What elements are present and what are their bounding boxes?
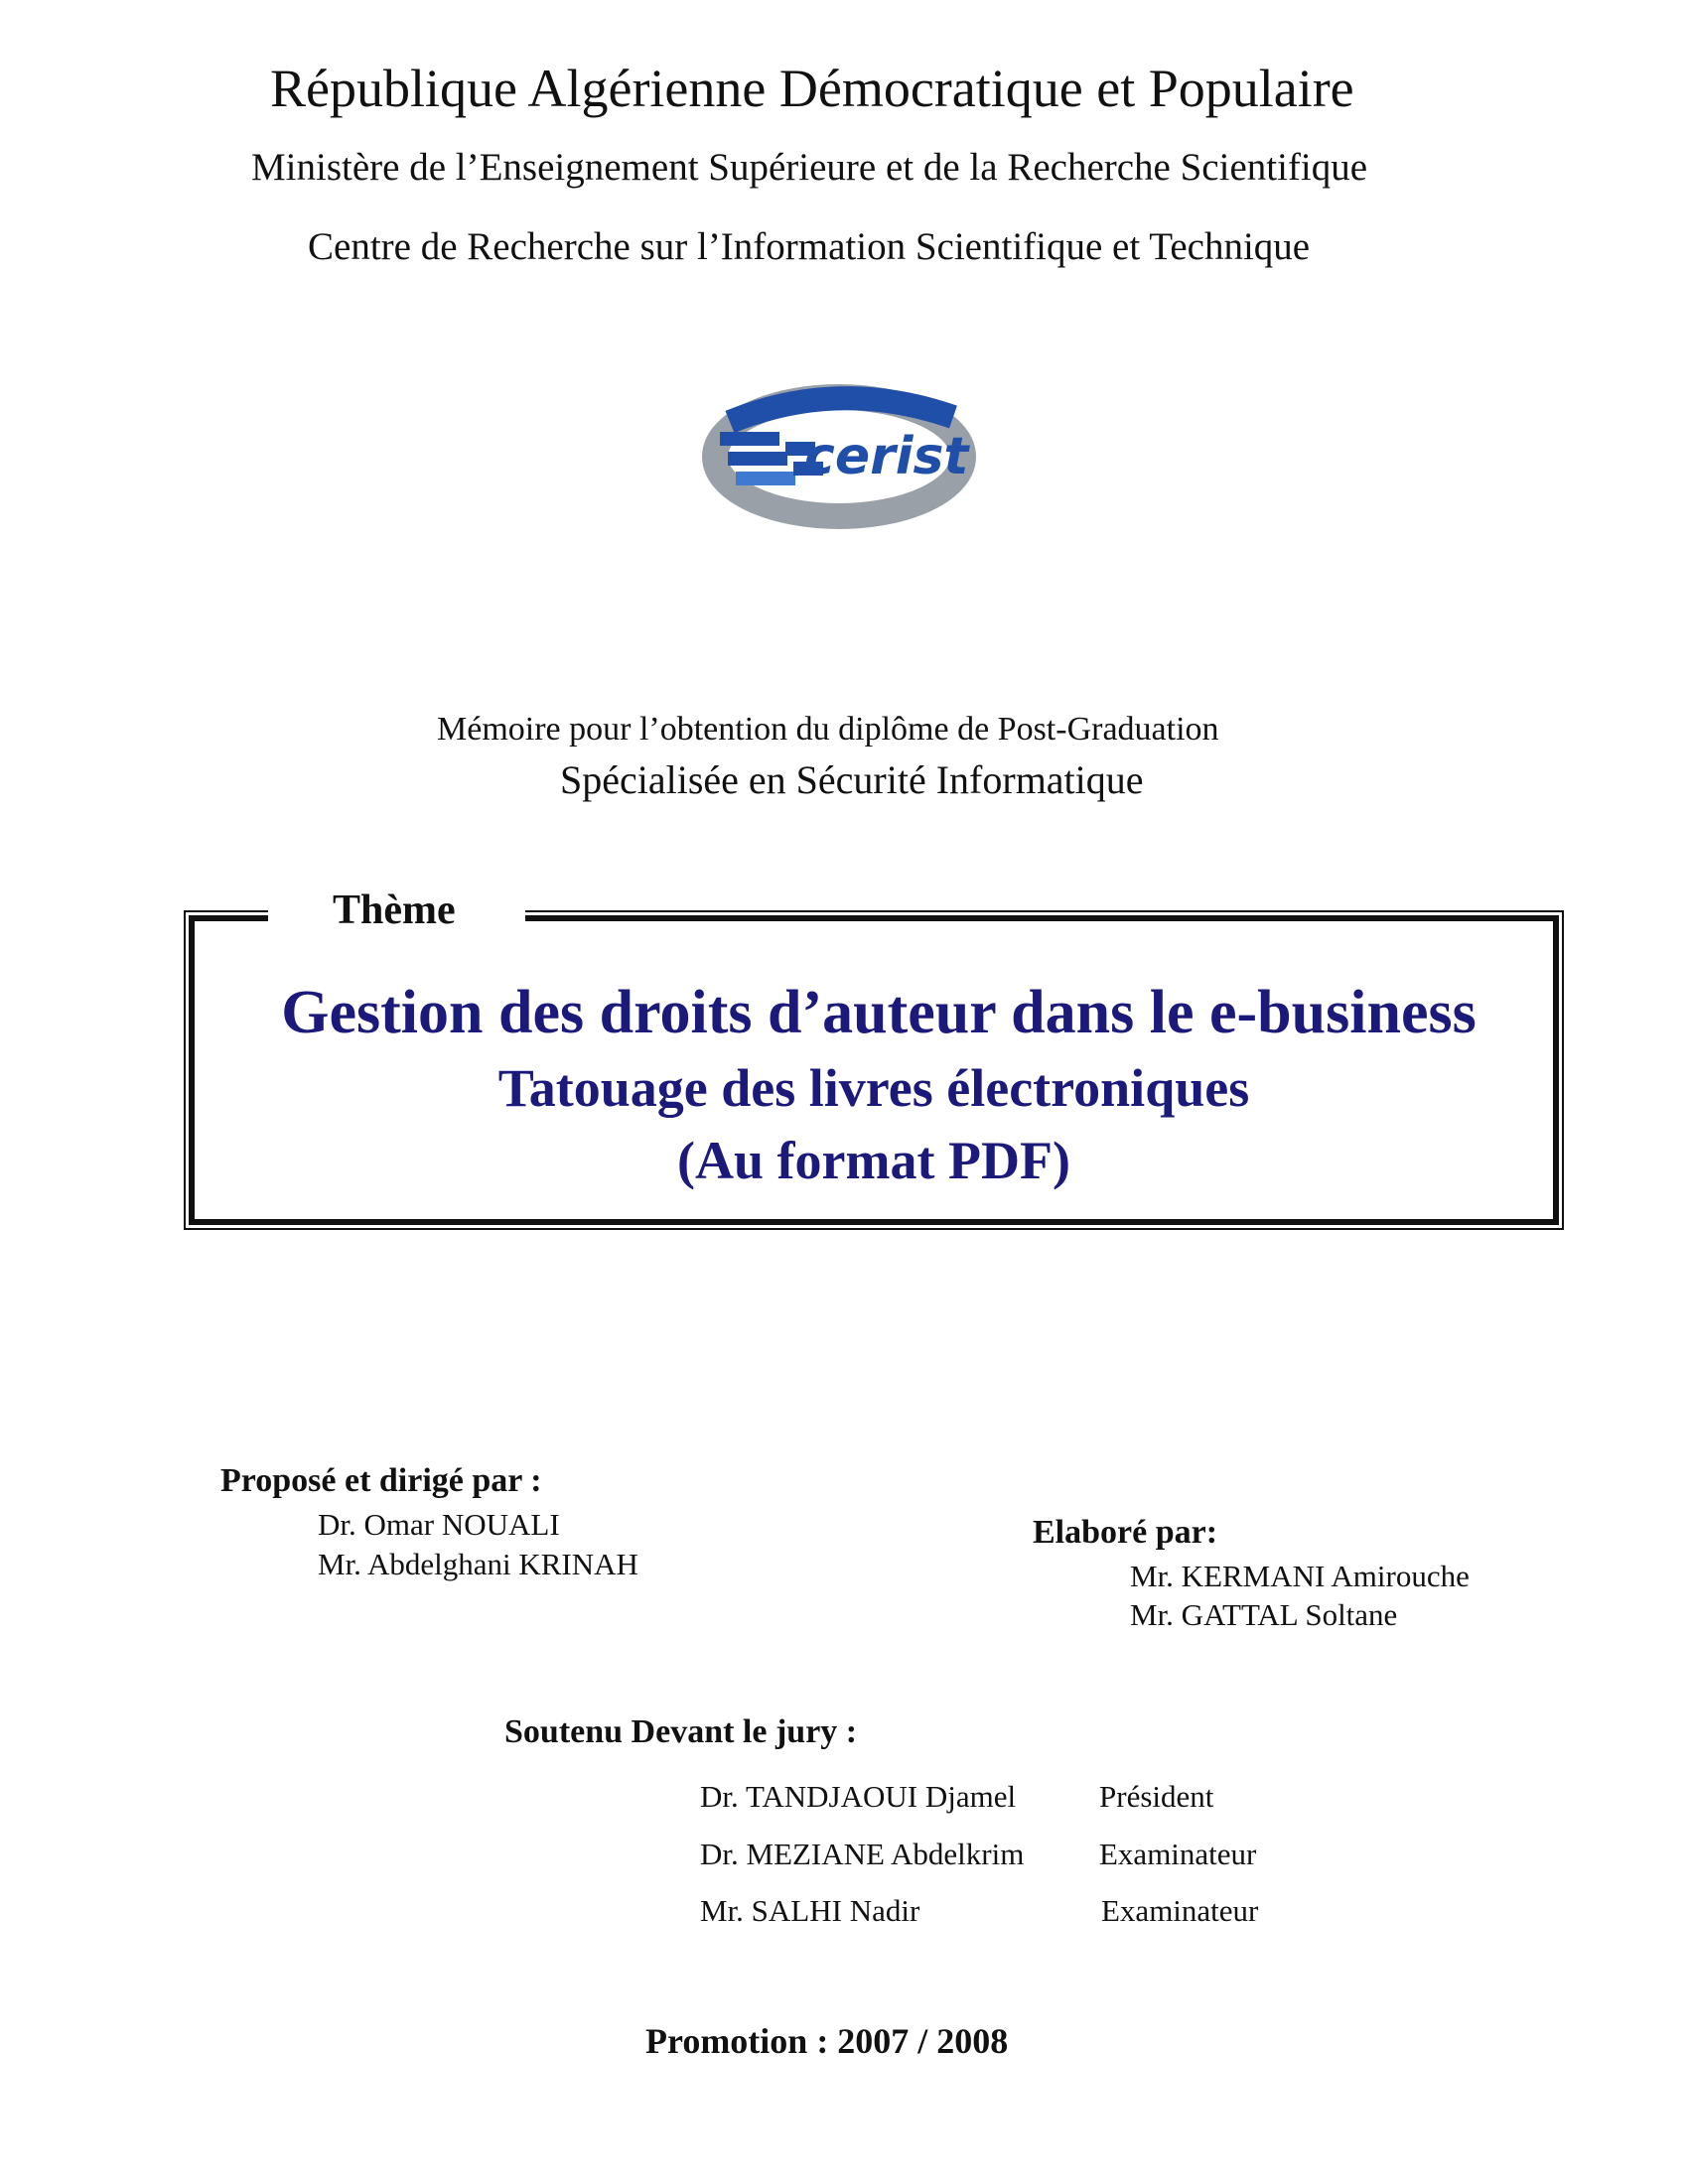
header-ministry: Ministère de l’Enseignement Supérieure et de la Recherche Scientifique <box>251 146 1368 189</box>
theme-title-line3: (Au format PDF) <box>677 1131 1070 1190</box>
jury-member-role: Examinateur <box>1101 1893 1259 1928</box>
jury-member-name: Dr. TANDJAOUI Djamel <box>700 1779 1017 1814</box>
supervisors-heading: Proposé et dirigé par : <box>220 1462 542 1499</box>
header-republic: République Algérienne Démocratique et Populaire <box>270 59 1354 118</box>
degree-line1: Mémoire pour l’obtention du diplôme de Post-Graduation <box>437 711 1219 748</box>
theme-label: Thème <box>268 887 525 934</box>
authors-heading: Elaboré par: <box>1033 1514 1218 1551</box>
logo-text: cerist <box>804 427 969 486</box>
jury-heading: Soutenu Devant le jury : <box>504 1713 858 1750</box>
theme-title-line1: Gestion des droits d’auteur dans le e-business <box>281 979 1477 1046</box>
supervisor-name: Mr. Abdelghani KRINAH <box>318 1547 638 1581</box>
theme-title-line2: Tatouage des livres électroniques <box>497 1058 1250 1118</box>
jury-member-name: Dr. MEZIANE Abdelkrim <box>700 1837 1025 1871</box>
author-name: Mr. GATTAL Soltane <box>1130 1597 1398 1632</box>
jury-member-role: Président <box>1099 1779 1214 1814</box>
jury-member-role: Examinateur <box>1099 1837 1257 1871</box>
author-name: Mr. KERMANI Amirouche <box>1130 1559 1470 1593</box>
promotion: Promotion : 2007 / 2008 <box>645 2021 1009 2061</box>
degree-line2: Spécialisée en Sécurité Informatique <box>560 757 1144 802</box>
header-centre: Centre de Recherche sur l’Information Scientifique et Technique <box>308 225 1311 268</box>
cerist-logo-graphic <box>700 382 1057 546</box>
supervisor-name: Dr. Omar NOUALI <box>318 1507 560 1542</box>
cerist-logo <box>700 382 1057 546</box>
jury-member-name: Mr. SALHI Nadir <box>700 1893 920 1928</box>
